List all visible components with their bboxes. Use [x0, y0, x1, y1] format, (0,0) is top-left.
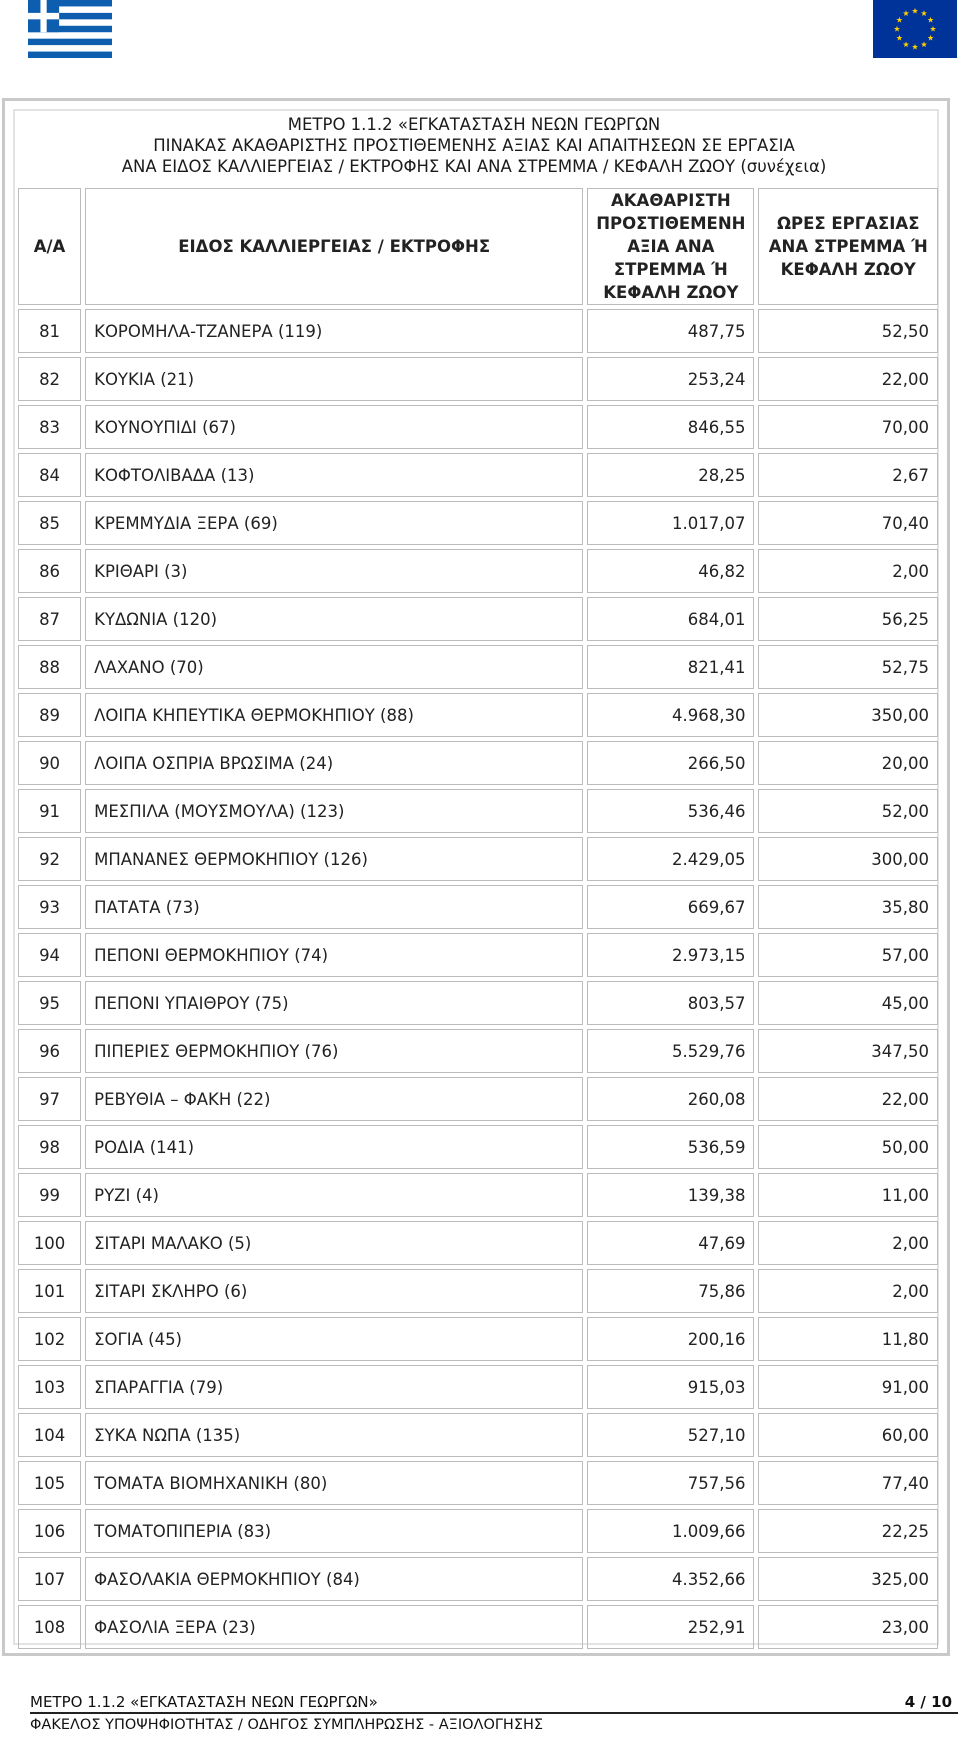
- row-value: 47,69: [587, 1221, 754, 1265]
- row-hours: 11,80: [758, 1317, 938, 1361]
- row-hours: 52,75: [758, 645, 938, 689]
- row-number: 85: [18, 501, 81, 545]
- row-kind: ΤΟΜΑΤΑ ΒΙΟΜΗΧΑΝΙΚΗ (80): [85, 1461, 583, 1505]
- greek-flag-icon: [28, 0, 112, 58]
- row-number: 90: [18, 741, 81, 785]
- row-kind: ΜΕΣΠΙΛΑ (ΜΟΥΣΜΟΥΛΑ) (123): [85, 789, 583, 833]
- row-hours: 56,25: [758, 597, 938, 641]
- row-kind: ΚΡΙΘΑΡΙ (3): [85, 549, 583, 593]
- row-hours: 50,00: [758, 1125, 938, 1169]
- row-number: 106: [18, 1509, 81, 1553]
- footer-guide: ΦΑΚΕΛΟΣ ΥΠΟΨΗΦΙΟΤΗΤΑΣ / ΟΔΗΓΟΣ ΣΥΜΠΛΗΡΩΣΗΣ - ΑΞΙΟΛΟΓΗΣΗΣ: [30, 1717, 544, 1733]
- footer-divider: [30, 1712, 958, 1714]
- row-value: 2.429,05: [587, 837, 754, 881]
- table-row: [18, 933, 938, 977]
- row-value: 139,38: [587, 1173, 754, 1217]
- title-line-1: ΜΕΤΡΟ 1.1.2 «ΕΓΚΑΤΑΣΤΑΣΗ ΝΕΩΝ ΓΕΩΡΓΩΝ: [287, 115, 661, 134]
- row-number: 100: [18, 1221, 81, 1265]
- row-kind: ΠΑΤΑΤΑ (73): [85, 885, 583, 929]
- row-number: 99: [18, 1173, 81, 1217]
- row-value: 75,86: [587, 1269, 754, 1313]
- row-value: 260,08: [587, 1077, 754, 1121]
- row-hours: 2,67: [758, 453, 938, 497]
- row-value: 4.968,30: [587, 693, 754, 737]
- row-hours: 20,00: [758, 741, 938, 785]
- col-header-value-line: ΚΕΦΑΛΗ ΖΩΟΥ: [603, 283, 739, 302]
- table-row: [18, 789, 938, 833]
- row-kind: ΠΕΠΟΝΙ ΘΕΡΜΟΚΗΠΙΟΥ (74): [85, 933, 583, 977]
- row-number: 94: [18, 933, 81, 977]
- row-number: 92: [18, 837, 81, 881]
- table-row: [18, 741, 938, 785]
- table-row: [18, 1173, 938, 1217]
- table-row: [18, 1077, 938, 1121]
- row-hours: 22,00: [758, 357, 938, 401]
- row-hours: 45,00: [758, 981, 938, 1025]
- row-kind: ΛΑΧΑΝΟ (70): [85, 645, 583, 689]
- row-value: 28,25: [587, 453, 754, 497]
- row-kind: ΡΟΔΙΑ (141): [85, 1125, 583, 1169]
- crop-value-table: [14, 184, 942, 1653]
- row-hours: 57,00: [758, 933, 938, 977]
- col-header-value-line: ΠΡΟΣΤΙΘΕΜΕΝΗ: [596, 214, 746, 233]
- row-number: 101: [18, 1269, 81, 1313]
- row-hours: 70,00: [758, 405, 938, 449]
- row-value: 1.009,66: [587, 1509, 754, 1553]
- row-hours: 22,00: [758, 1077, 938, 1121]
- table-row: [18, 405, 938, 449]
- row-kind: ΠΙΠΕΡΙΕΣ ΘΕΡΜΟΚΗΠΙΟΥ (76): [85, 1029, 583, 1073]
- row-hours: 35,80: [758, 885, 938, 929]
- row-kind: ΚΟΥΚΙΑ (21): [85, 357, 583, 401]
- row-value: 821,41: [587, 645, 754, 689]
- row-value: 915,03: [587, 1365, 754, 1409]
- row-hours: 347,50: [758, 1029, 938, 1073]
- table-row: [18, 1269, 938, 1313]
- row-hours: 52,00: [758, 789, 938, 833]
- row-hours: 23,00: [758, 1605, 938, 1649]
- table-row: [18, 1317, 938, 1361]
- row-hours: 350,00: [758, 693, 938, 737]
- table-row: [18, 1413, 938, 1457]
- table-row: [18, 1461, 938, 1505]
- footer-measure: ΜΕΤΡΟ 1.1.2 «ΕΓΚΑΤΑΣΤΑΣΗ ΝΕΩΝ ΓΕΩΡΓΩΝ»: [30, 1693, 378, 1711]
- row-hours: 70,40: [758, 501, 938, 545]
- row-kind: ΦΑΣΟΛΑΚΙΑ ΘΕΡΜΟΚΗΠΙΟΥ (84): [85, 1557, 583, 1601]
- row-value: 846,55: [587, 405, 754, 449]
- row-kind: ΣΟΓΙΑ (45): [85, 1317, 583, 1361]
- table-row: [18, 549, 938, 593]
- row-value: 266,50: [587, 741, 754, 785]
- table-header-row: [18, 188, 938, 305]
- row-number: 81: [18, 309, 81, 353]
- row-number: 97: [18, 1077, 81, 1121]
- col-header-hours-line: ΚΕΦΑΛΗ ΖΩΟΥ: [780, 260, 916, 279]
- table-row: [18, 1605, 938, 1649]
- row-hours: 2,00: [758, 1221, 938, 1265]
- row-hours: 11,00: [758, 1173, 938, 1217]
- row-value: 684,01: [587, 597, 754, 641]
- row-hours: 325,00: [758, 1557, 938, 1601]
- row-number: 96: [18, 1029, 81, 1073]
- table-row: [18, 1509, 938, 1553]
- table-row: [18, 837, 938, 881]
- row-number: 82: [18, 357, 81, 401]
- row-kind: ΣΙΤΑΡΙ ΣΚΛΗΡΟ (6): [85, 1269, 583, 1313]
- table-row: [18, 645, 938, 689]
- table-row: [18, 1365, 938, 1409]
- table-row: [18, 357, 938, 401]
- row-hours: 91,00: [758, 1365, 938, 1409]
- row-number: 102: [18, 1317, 81, 1361]
- row-kind: ΚΟΡΟΜΗΛΑ-ΤΖΑΝΕΡΑ (119): [85, 309, 583, 353]
- row-value: 5.529,76: [587, 1029, 754, 1073]
- row-hours: 2,00: [758, 549, 938, 593]
- row-number: 104: [18, 1413, 81, 1457]
- row-kind: ΚΟΥΝΟΥΠΙΔΙ (67): [85, 405, 583, 449]
- table-title: [14, 114, 934, 177]
- row-value: 253,24: [587, 357, 754, 401]
- table-row: [18, 501, 938, 545]
- table-row: [18, 1029, 938, 1073]
- row-kind: ΡΥΖΙ (4): [85, 1173, 583, 1217]
- row-number: 88: [18, 645, 81, 689]
- eu-flag-icon: [873, 0, 957, 58]
- table-row: [18, 453, 938, 497]
- row-number: 105: [18, 1461, 81, 1505]
- row-kind: ΦΑΣΟΛΙΑ ΞΕΡΑ (23): [85, 1605, 583, 1649]
- row-number: 84: [18, 453, 81, 497]
- table-row: [18, 1125, 938, 1169]
- row-value: 669,67: [587, 885, 754, 929]
- table-row: [18, 309, 938, 353]
- col-header-value: [587, 188, 754, 305]
- row-hours: 2,00: [758, 1269, 938, 1313]
- row-kind: ΣΥΚΑ ΝΩΠΑ (135): [85, 1413, 583, 1457]
- row-hours: 300,00: [758, 837, 938, 881]
- col-header-hours-line: ΑΝΑ ΣΤΡΕΜΜΑ Ή: [768, 237, 928, 256]
- row-number: 95: [18, 981, 81, 1025]
- row-hours: 22,25: [758, 1509, 938, 1553]
- row-number: 107: [18, 1557, 81, 1601]
- table-row: [18, 597, 938, 641]
- row-kind: ΛΟΙΠΑ ΚΗΠΕΥΤΙΚΑ ΘΕΡΜΟΚΗΠΙΟΥ (88): [85, 693, 583, 737]
- row-kind: ΣΠΑΡΑΓΓΙΑ (79): [85, 1365, 583, 1409]
- row-value: 487,75: [587, 309, 754, 353]
- row-value: 46,82: [587, 549, 754, 593]
- row-number: 87: [18, 597, 81, 641]
- row-hours: 77,40: [758, 1461, 938, 1505]
- row-number: 86: [18, 549, 81, 593]
- row-kind: ΣΙΤΑΡΙ ΜΑΛΑΚΟ (5): [85, 1221, 583, 1265]
- row-kind: ΚΡΕΜΜΥΔΙΑ ΞΕΡΑ (69): [85, 501, 583, 545]
- row-hours: 60,00: [758, 1413, 938, 1457]
- row-value: 4.352,66: [587, 1557, 754, 1601]
- row-kind: ΛΟΙΠΑ ΟΣΠΡΙΑ ΒΡΩΣΙΜΑ (24): [85, 741, 583, 785]
- row-value: 757,56: [587, 1461, 754, 1505]
- row-value: 536,59: [587, 1125, 754, 1169]
- col-header-value-line: ΑΞΙΑ ΑΝΑ: [627, 237, 715, 256]
- title-line-3: ΑΝΑ ΕΙΔΟΣ ΚΑΛΛΙΕΡΓΕΙΑΣ / ΕΚΤΡΟΦΗΣ ΚΑΙ ΑΝΑ ΣΤΡΕΜΜΑ / ΚΕΦΑΛΗ ΖΩΟΥ (συνέχεια): [121, 157, 827, 176]
- row-value: 252,91: [587, 1605, 754, 1649]
- row-number: 83: [18, 405, 81, 449]
- row-value: 1.017,07: [587, 501, 754, 545]
- table-row: [18, 693, 938, 737]
- page-number: 4 / 10: [904, 1693, 952, 1711]
- row-number: 108: [18, 1605, 81, 1649]
- table-row: [18, 981, 938, 1025]
- col-header-kind: ΕΙΔΟΣ ΚΑΛΛΙΕΡΓΕΙΑΣ / ΕΚΤΡΟΦΗΣ: [85, 188, 583, 305]
- row-kind: ΠΕΠΟΝΙ ΥΠΑΙΘΡΟΥ (75): [85, 981, 583, 1025]
- col-header-value-line: ΑΚΑΘΑΡΙΣΤΗ: [611, 191, 731, 210]
- table-row: [18, 885, 938, 929]
- row-value: 536,46: [587, 789, 754, 833]
- row-value: 200,16: [587, 1317, 754, 1361]
- col-header-aa: Α/Α: [18, 188, 81, 305]
- row-kind: ΚΥΔΩΝΙΑ (120): [85, 597, 583, 641]
- row-kind: ΡΕΒΥΘΙΑ – ΦΑΚΗ (22): [85, 1077, 583, 1121]
- col-header-value-line: ΣΤΡΕΜΜΑ Ή: [613, 260, 728, 279]
- row-value: 527,10: [587, 1413, 754, 1457]
- row-number: 91: [18, 789, 81, 833]
- table-row: [18, 1221, 938, 1265]
- row-kind: ΤΟΜΑΤΟΠΙΠΕΡΙΑ (83): [85, 1509, 583, 1553]
- row-number: 93: [18, 885, 81, 929]
- title-line-2: ΠΙΝΑΚΑΣ ΑΚΑΘΑΡΙΣΤΗΣ ΠΡΟΣΤΙΘΕΜΕΝΗΣ ΑΞΙΑΣ ΚΑΙ ΑΠΑΙΤΗΣΕΩΝ ΣΕ ΕΡΓΑΣΙΑ: [153, 136, 795, 155]
- col-header-hours-line: ΩΡΕΣ ΕΡΓΑΣΙΑΣ: [776, 214, 920, 233]
- row-value: 2.973,15: [587, 933, 754, 977]
- row-number: 98: [18, 1125, 81, 1169]
- row-kind: ΜΠΑΝΑΝΕΣ ΘΕΡΜΟΚΗΠΙΟΥ (126): [85, 837, 583, 881]
- row-number: 103: [18, 1365, 81, 1409]
- table-row: [18, 1557, 938, 1601]
- row-number: 89: [18, 693, 81, 737]
- row-hours: 52,50: [758, 309, 938, 353]
- row-value: 803,57: [587, 981, 754, 1025]
- col-header-hours: [758, 188, 938, 305]
- row-kind: ΚΟΦΤΟΛΙΒΑΔΑ (13): [85, 453, 583, 497]
